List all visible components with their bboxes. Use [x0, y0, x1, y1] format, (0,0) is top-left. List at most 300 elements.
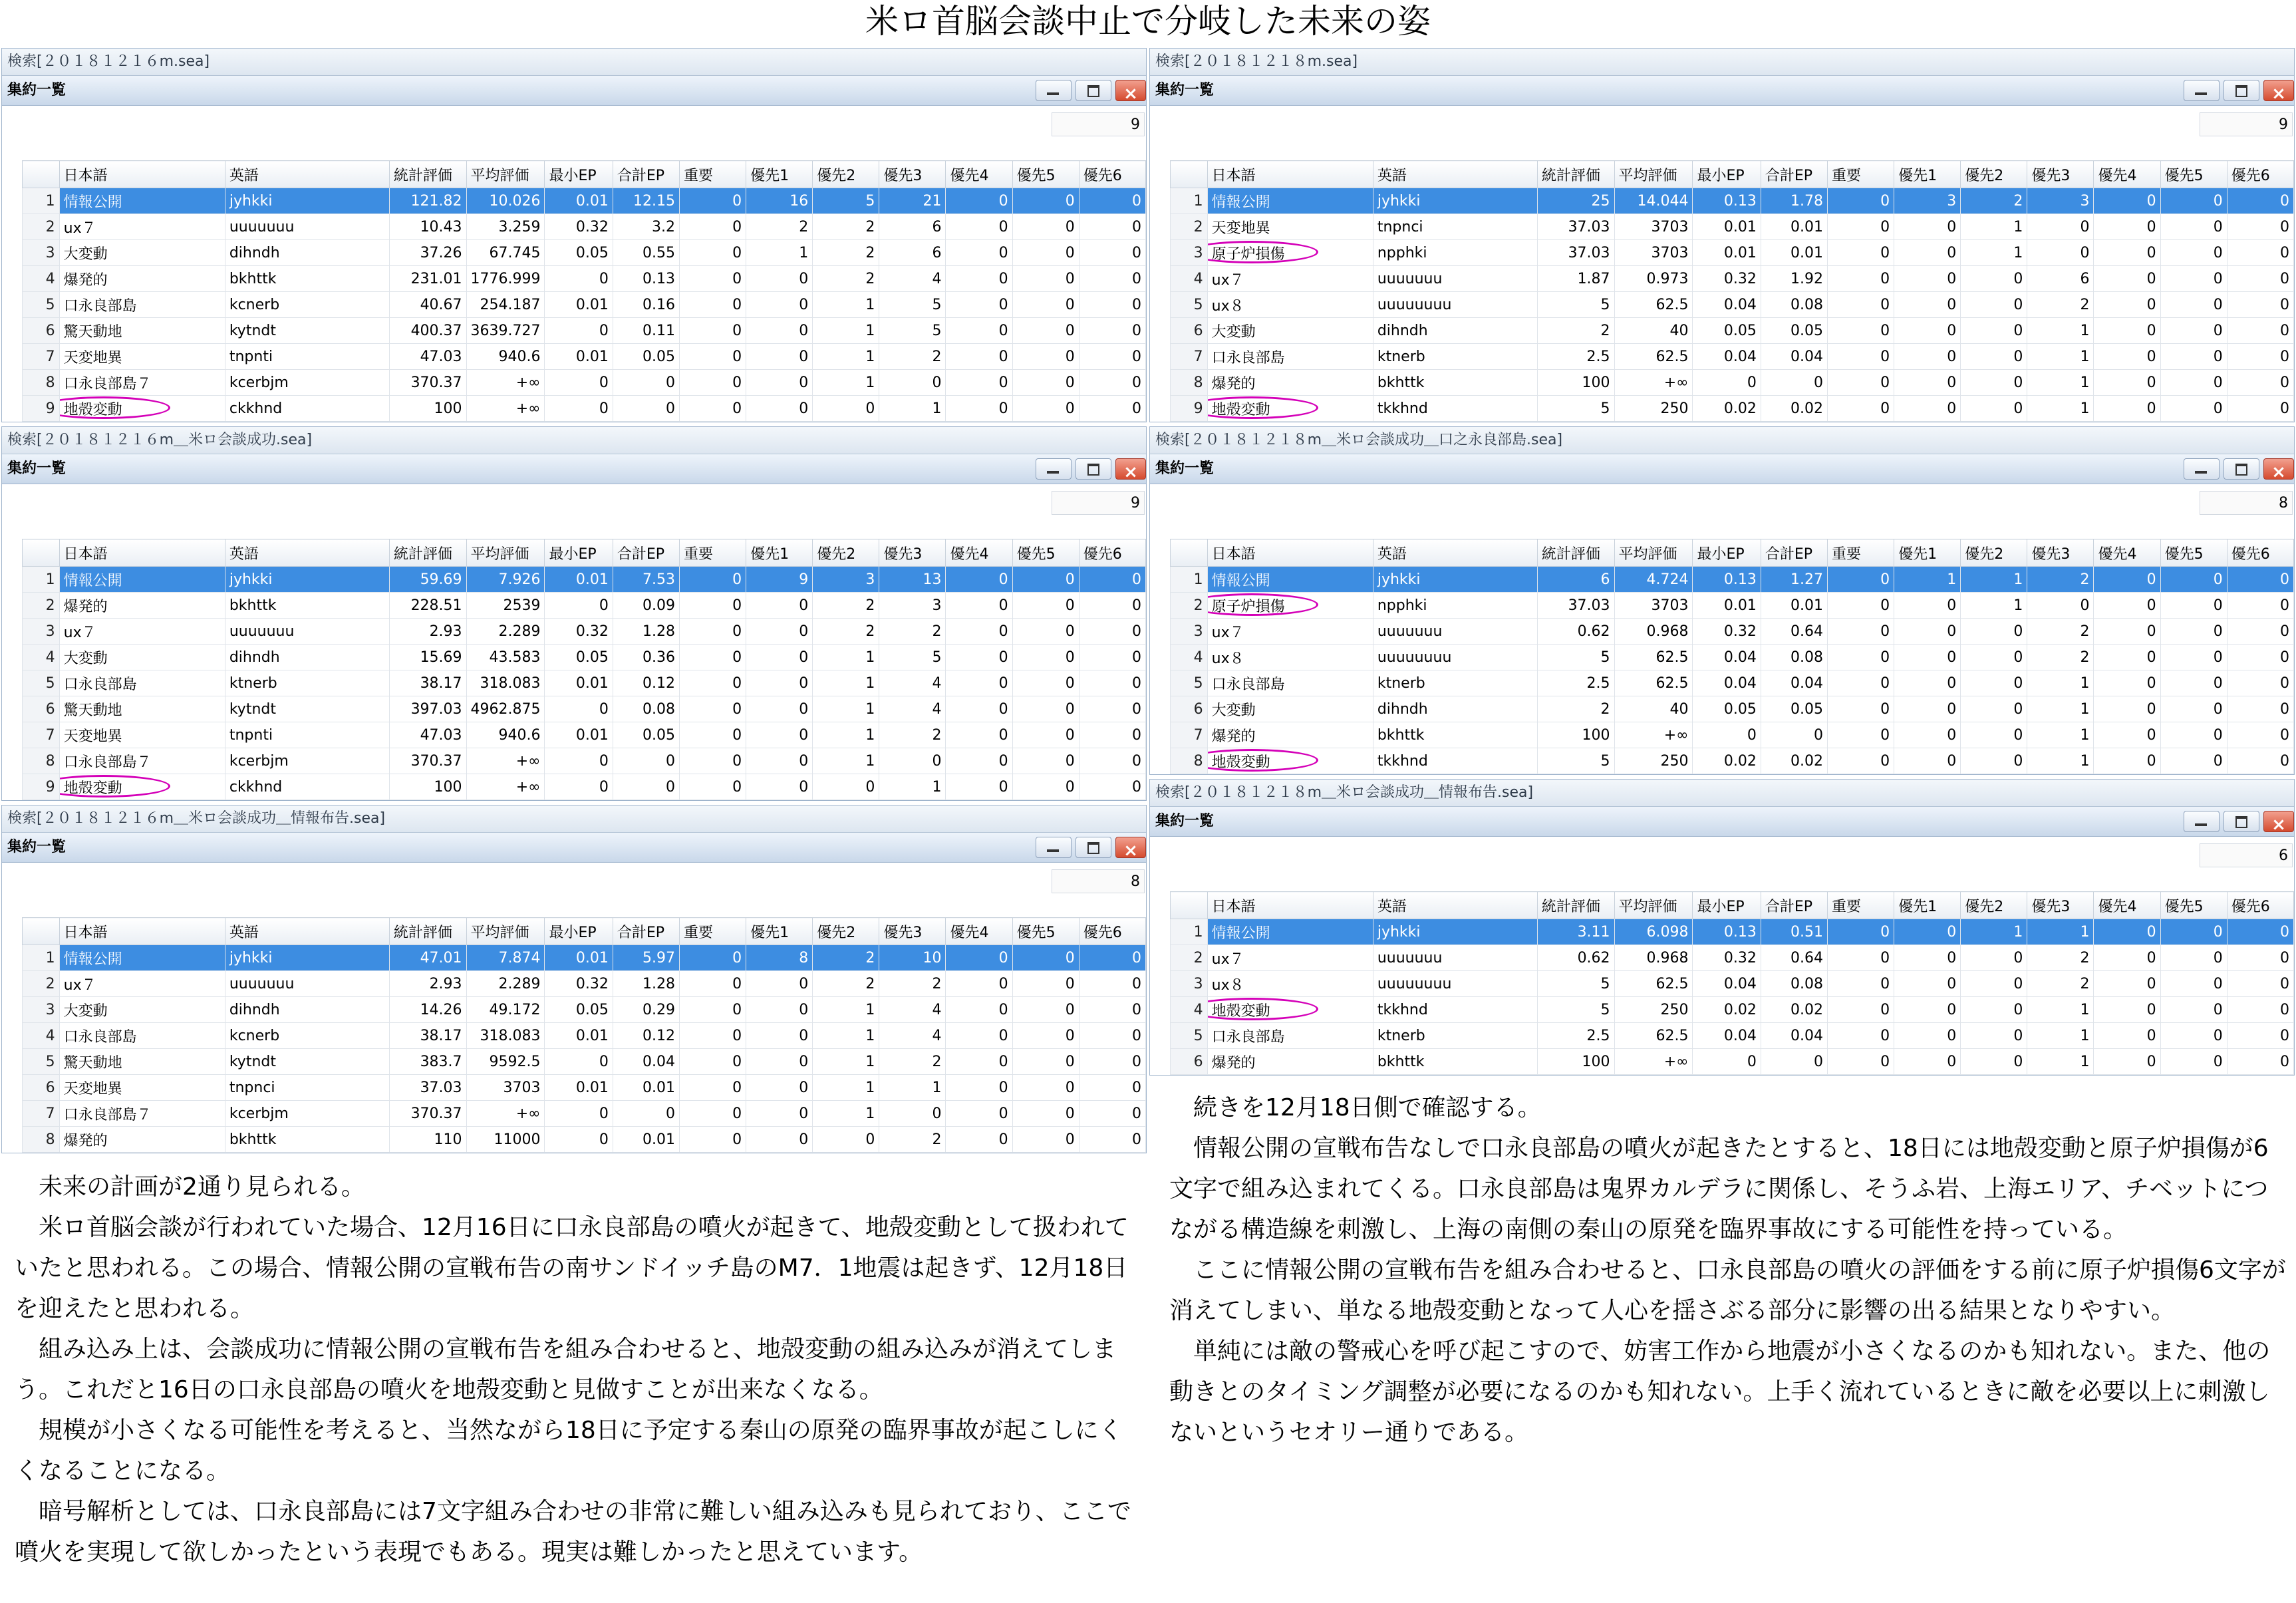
table-row[interactable] — [1171, 971, 2294, 997]
term-japanese: 原子炉損傷 — [1207, 593, 1373, 619]
value-cell: 0.32 — [1693, 619, 1761, 645]
column-header[interactable]: 優先6 — [1079, 918, 1145, 945]
column-header[interactable]: 英語 — [1373, 161, 1537, 188]
value-cell: 0 — [679, 1075, 746, 1101]
value-cell: 0.01 — [1693, 593, 1761, 619]
table-row[interactable] — [23, 696, 1146, 722]
value-cell: 0 — [1079, 240, 1145, 266]
value-cell: 0.02 — [1693, 396, 1761, 422]
row-index: 4 — [23, 645, 60, 670]
value-cell: 0 — [679, 670, 746, 696]
value-cell: 0.05 — [613, 722, 679, 748]
value-cell: 2 — [2027, 292, 2094, 318]
column-header[interactable]: 優先1 — [1894, 892, 1961, 919]
results-table — [22, 917, 1146, 1153]
minimize-button[interactable] — [2184, 811, 2220, 832]
column-header[interactable]: 優先4 — [946, 918, 1012, 945]
value-cell: 0 — [1761, 370, 1827, 396]
column-header[interactable]: 優先2 — [813, 161, 879, 188]
term-japanese: 口永良部島７ — [59, 748, 225, 774]
table-row[interactable] — [23, 971, 1146, 997]
column-header[interactable]: 優先2 — [813, 539, 879, 567]
table-row[interactable] — [1171, 567, 2294, 593]
column-header[interactable]: 優先4 — [2094, 892, 2160, 919]
column-header[interactable]: 優先3 — [2027, 539, 2094, 567]
close-button[interactable] — [1115, 80, 1146, 104]
column-header[interactable]: 統計評価 — [1537, 892, 1614, 919]
column-header[interactable]: 重要 — [1827, 892, 1894, 919]
value-cell: 0.973 — [1614, 266, 1693, 292]
value-cell: 0.32 — [545, 971, 613, 997]
table-row[interactable] — [23, 645, 1146, 670]
table-row[interactable] — [1171, 214, 2294, 240]
value-cell: 0 — [545, 748, 613, 774]
table-row[interactable] — [23, 1075, 1146, 1101]
term-english: tnpnti — [225, 344, 389, 370]
column-header[interactable]: 合計EP — [613, 539, 679, 567]
table-row[interactable] — [1171, 670, 2294, 696]
value-cell: 1 — [813, 696, 879, 722]
value-cell: 0.55 — [613, 240, 679, 266]
table-row[interactable] — [23, 774, 1146, 800]
value-cell: 0.01 — [545, 722, 613, 748]
column-header[interactable]: 英語 — [1373, 539, 1537, 567]
note-paragraph: 情報公開の宣戦布告なしで口永良部島の噴火が起きたとすると、18日には地殻変動と原子炉損傷が6文字で組み込まれてくる。口永良部島は鬼界カルデラに関係し、そうふ岩、上海エリア、チベットにつながる構造線を刺激し、上海の南側の秦山の原発を臨界事故にする可能性を持っている。 — [1169, 1135, 2269, 1243]
table-row[interactable] — [23, 945, 1146, 971]
term-japanese: ux７ — [59, 214, 225, 240]
term-english: ckkhnd — [225, 774, 389, 800]
column-header[interactable]: 合計EP — [613, 918, 679, 945]
table-row[interactable] — [23, 344, 1146, 370]
value-cell: 0 — [1894, 240, 1961, 266]
value-cell: 1.92 — [1761, 266, 1827, 292]
column-header[interactable]: 優先6 — [2227, 161, 2293, 188]
table-row[interactable] — [1171, 292, 2294, 318]
value-cell: 940.6 — [466, 344, 545, 370]
value-cell: 0.01 — [1693, 214, 1761, 240]
column-header[interactable]: 優先2 — [1961, 161, 2027, 188]
table-row[interactable] — [23, 370, 1146, 396]
column-header[interactable]: 優先1 — [746, 161, 813, 188]
value-cell: 0 — [545, 370, 613, 396]
column-header[interactable]: 最小EP — [545, 161, 613, 188]
value-cell: 0 — [1012, 619, 1079, 645]
table-row[interactable] — [1171, 1023, 2294, 1049]
table-row[interactable] — [23, 396, 1146, 422]
term-japanese: 爆発的 — [59, 1127, 225, 1153]
value-cell: 2 — [1961, 188, 2027, 214]
column-header[interactable]: 日本語 — [1207, 892, 1373, 919]
column-header[interactable]: 最小EP — [1693, 539, 1761, 567]
column-header[interactable]: 重要 — [679, 918, 746, 945]
table-row[interactable] — [1171, 1049, 2294, 1075]
value-cell: 2 — [746, 214, 813, 240]
maximize-button[interactable] — [1076, 80, 1111, 101]
column-header[interactable]: 優先2 — [813, 918, 879, 945]
value-cell: 0 — [2160, 670, 2227, 696]
table-row[interactable] — [23, 1049, 1146, 1075]
value-cell: 0 — [1079, 370, 1145, 396]
term-english: dihndh — [225, 997, 389, 1023]
column-header[interactable]: 平均評価 — [1614, 892, 1693, 919]
table-row[interactable] — [1171, 696, 2294, 722]
value-cell: 1 — [813, 318, 879, 344]
column-header[interactable]: 優先5 — [1012, 161, 1079, 188]
term-japanese: 情報公開 — [1207, 919, 1373, 945]
column-header[interactable]: 優先5 — [1012, 539, 1079, 567]
table-row[interactable] — [1171, 722, 2294, 748]
column-header[interactable]: 平均評価 — [466, 918, 545, 945]
value-cell: 0 — [1079, 214, 1145, 240]
maximize-icon — [1087, 464, 1099, 476]
value-cell: 1 — [813, 722, 879, 748]
term-english: npphki — [1373, 240, 1537, 266]
value-cell: 318.083 — [466, 1023, 545, 1049]
value-cell: 3 — [2027, 188, 2094, 214]
value-cell: 0 — [679, 292, 746, 318]
table-row[interactable] — [1171, 919, 2294, 945]
value-cell: 0 — [746, 670, 813, 696]
table-row[interactable] — [1171, 370, 2294, 396]
value-cell: 0.02 — [1761, 997, 1827, 1023]
table-row[interactable] — [1171, 645, 2294, 670]
table-row[interactable] — [23, 240, 1146, 266]
value-cell: 0.62 — [1537, 945, 1614, 971]
value-cell: 0 — [2160, 645, 2227, 670]
value-cell: 0.01 — [545, 945, 613, 971]
column-header[interactable]: 統計評価 — [389, 161, 466, 188]
value-cell: 0 — [746, 1049, 813, 1075]
table-row[interactable] — [23, 318, 1146, 344]
value-cell: 0 — [2094, 292, 2160, 318]
term-english: bkhttk — [225, 266, 389, 292]
column-header[interactable]: 重要 — [1827, 539, 1894, 567]
value-cell: 250 — [1614, 396, 1693, 422]
value-cell: 0.01 — [1761, 214, 1827, 240]
value-cell: 0 — [946, 971, 1012, 997]
column-header[interactable]: 日本語 — [1207, 539, 1373, 567]
term-english: tkkhnd — [1373, 997, 1537, 1023]
row-index: 9 — [23, 396, 60, 422]
term-english: jyhkki — [225, 188, 389, 214]
table-row[interactable] — [23, 722, 1146, 748]
term-english: jyhkki — [225, 567, 389, 593]
column-header[interactable]: 優先6 — [1079, 161, 1145, 188]
value-cell: +∞ — [1614, 370, 1693, 396]
column-header[interactable]: 英語 — [225, 161, 389, 188]
minimize-button[interactable] — [1036, 80, 1072, 101]
value-cell: 0 — [1827, 619, 1894, 645]
column-header[interactable]: 統計評価 — [1537, 539, 1614, 567]
value-cell: 2 — [879, 619, 946, 645]
value-cell: 250 — [1614, 748, 1693, 774]
value-cell: 0 — [679, 619, 746, 645]
value-cell: 0 — [2160, 370, 2227, 396]
value-cell: 0 — [1012, 670, 1079, 696]
column-header[interactable]: 優先4 — [946, 161, 1012, 188]
left-column — [1, 48, 1147, 1572]
value-cell: 0 — [746, 1075, 813, 1101]
note-paragraph: 米ロ首脳会談が行われていた場合、12月16日に口永良部島の噴火が起きて、地殻変動として扱われていたと思われる。この場合、情報公開の宣戦布告の南サンドイッチ島のM7．1地震は起きず、12月18日を迎えたと思われる。 — [15, 1214, 1129, 1322]
value-cell: 1 — [2027, 696, 2094, 722]
value-cell: 0 — [1079, 722, 1145, 748]
window-controls — [2184, 458, 2294, 480]
table-row[interactable] — [1171, 344, 2294, 370]
maximize-button[interactable] — [2224, 80, 2259, 101]
column-header[interactable]: 優先5 — [2160, 161, 2227, 188]
table-row[interactable] — [1171, 997, 2294, 1023]
column-header[interactable]: 日本語 — [1207, 161, 1373, 188]
table-row[interactable] — [23, 1101, 1146, 1127]
minimize-button[interactable] — [1036, 837, 1072, 858]
table-row[interactable] — [23, 188, 1146, 214]
column-header[interactable]: 優先6 — [1079, 539, 1145, 567]
maximize-button[interactable] — [2224, 811, 2259, 832]
table-row[interactable] — [23, 1127, 1146, 1153]
result-window — [1149, 48, 2295, 422]
value-cell: 0.13 — [613, 266, 679, 292]
minimize-button[interactable] — [1036, 458, 1072, 480]
table-row[interactable] — [23, 748, 1146, 774]
table-row[interactable] — [1171, 396, 2294, 422]
table-row[interactable] — [1171, 318, 2294, 344]
table-row[interactable] — [1171, 188, 2294, 214]
value-cell: 0 — [2094, 318, 2160, 344]
column-header[interactable]: 優先5 — [1012, 918, 1079, 945]
column-header[interactable]: 平均評価 — [1614, 539, 1693, 567]
column-header[interactable]: 最小EP — [545, 539, 613, 567]
column-header[interactable]: 合計EP — [1761, 892, 1827, 919]
value-cell: 0.02 — [1693, 997, 1761, 1023]
value-cell: 37.26 — [389, 240, 466, 266]
table-row[interactable] — [1171, 619, 2294, 645]
table-row[interactable] — [23, 292, 1146, 318]
row-index: 1 — [23, 945, 60, 971]
column-header[interactable]: 合計EP — [1761, 161, 1827, 188]
row-index: 4 — [1171, 266, 1208, 292]
value-cell: 0 — [679, 266, 746, 292]
value-cell: 49.172 — [466, 997, 545, 1023]
results-table — [1170, 539, 2294, 774]
column-header[interactable]: 日本語 — [59, 918, 225, 945]
term-japanese: 口永良部島 — [1207, 670, 1373, 696]
term-english: ktnerb — [1373, 344, 1537, 370]
results-table — [1170, 891, 2294, 1075]
table-row[interactable] — [23, 670, 1146, 696]
value-cell: 0 — [2160, 188, 2227, 214]
column-header[interactable]: 優先1 — [746, 918, 813, 945]
column-header[interactable]: 優先3 — [879, 918, 946, 945]
column-header[interactable]: 最小EP — [545, 918, 613, 945]
value-cell: 14.26 — [389, 997, 466, 1023]
minimize-button[interactable] — [2184, 80, 2220, 101]
count-row — [2, 106, 1146, 160]
term-english: bkhttk — [1373, 1049, 1537, 1075]
value-cell: 3639.727 — [466, 318, 545, 344]
column-header[interactable]: 優先1 — [1894, 539, 1961, 567]
maximize-button[interactable] — [1076, 458, 1111, 480]
value-cell: 0.01 — [545, 670, 613, 696]
term-english: npphki — [1373, 593, 1537, 619]
column-header[interactable]: 優先4 — [2094, 161, 2160, 188]
value-cell: 100 — [1537, 370, 1614, 396]
term-english: jyhkki — [1373, 919, 1537, 945]
column-header[interactable]: 日本語 — [59, 539, 225, 567]
term-japanese: 情報公開 — [59, 188, 225, 214]
value-cell: 0 — [2227, 214, 2293, 240]
row-index: 7 — [23, 344, 60, 370]
column-header[interactable]: 優先4 — [946, 539, 1012, 567]
term-japanese: 爆発的 — [59, 593, 225, 619]
value-cell: 0.04 — [1693, 1023, 1761, 1049]
value-cell: 0 — [1079, 567, 1145, 593]
panel-title-text: 集約一覧 — [1155, 82, 1215, 98]
value-cell: 0 — [946, 1075, 1012, 1101]
column-header[interactable]: 重要 — [679, 161, 746, 188]
column-header[interactable]: 重要 — [1827, 161, 1894, 188]
column-header[interactable]: 優先3 — [2027, 161, 2094, 188]
value-cell: 0.32 — [1693, 266, 1761, 292]
column-header[interactable]: 英語 — [1373, 892, 1537, 919]
value-cell: 0 — [746, 344, 813, 370]
value-cell: 0.968 — [1614, 619, 1693, 645]
value-cell: 0.04 — [1761, 1023, 1827, 1049]
column-header[interactable]: 英語 — [225, 918, 389, 945]
row-index: 6 — [1171, 696, 1208, 722]
close-button[interactable] — [2263, 458, 2294, 480]
value-cell: 21 — [879, 188, 946, 214]
table-row[interactable] — [1171, 240, 2294, 266]
close-button[interactable] — [1115, 458, 1146, 480]
column-header[interactable]: 重要 — [679, 539, 746, 567]
value-cell: 0 — [2227, 645, 2293, 670]
term-english: tnpnci — [1373, 214, 1537, 240]
value-cell: 1 — [2027, 1049, 2094, 1075]
close-button[interactable] — [1115, 837, 1146, 861]
term-english: tkkhnd — [1373, 748, 1537, 774]
column-header[interactable]: 優先2 — [1961, 539, 2027, 567]
term-english: ktnerb — [1373, 670, 1537, 696]
term-japanese: 地殻変動 — [1207, 396, 1373, 422]
value-cell: 62.5 — [1614, 670, 1693, 696]
column-header[interactable]: 優先1 — [1894, 161, 1961, 188]
value-cell: 121.82 — [389, 188, 466, 214]
value-cell: 40 — [1614, 696, 1693, 722]
table-row[interactable] — [23, 1023, 1146, 1049]
value-cell: 37.03 — [1537, 214, 1614, 240]
table-row[interactable] — [1171, 945, 2294, 971]
maximize-button[interactable] — [1076, 837, 1111, 858]
table-row[interactable] — [23, 214, 1146, 240]
value-cell: 0 — [879, 748, 946, 774]
minimize-button[interactable] — [2184, 458, 2220, 480]
panel-title-bar — [2, 833, 1146, 863]
column-header[interactable]: 平均評価 — [1614, 161, 1693, 188]
term-japanese: 情報公開 — [1207, 188, 1373, 214]
column-header[interactable]: 優先2 — [1961, 892, 2027, 919]
column-header[interactable]: 統計評価 — [1537, 161, 1614, 188]
column-header[interactable]: 平均評価 — [466, 539, 545, 567]
column-header[interactable]: 最小EP — [1693, 892, 1761, 919]
column-header[interactable]: 統計評価 — [389, 539, 466, 567]
table-row[interactable] — [23, 997, 1146, 1023]
close-button[interactable] — [2263, 80, 2294, 104]
value-cell: 7.926 — [466, 567, 545, 593]
row-index: 8 — [23, 748, 60, 774]
close-button[interactable] — [2263, 811, 2294, 835]
value-cell: 1 — [813, 645, 879, 670]
value-cell: 0 — [2227, 370, 2293, 396]
value-cell: 0 — [1079, 1075, 1145, 1101]
table-row[interactable] — [1171, 748, 2294, 774]
value-cell: 0 — [2227, 670, 2293, 696]
column-header[interactable]: 合計EP — [613, 161, 679, 188]
column-header[interactable]: 統計評価 — [389, 918, 466, 945]
column-header[interactable]: 英語 — [225, 539, 389, 567]
value-cell: 0 — [2160, 722, 2227, 748]
maximize-button[interactable] — [2224, 458, 2259, 480]
column-header[interactable]: 優先5 — [2160, 892, 2227, 919]
value-cell: 0 — [2094, 240, 2160, 266]
value-cell: 0 — [2160, 748, 2227, 774]
count-row — [1150, 106, 2294, 160]
value-cell: 0 — [1894, 292, 1961, 318]
column-header[interactable]: 優先3 — [879, 161, 946, 188]
column-header[interactable]: 優先4 — [2094, 539, 2160, 567]
table-row[interactable] — [1171, 593, 2294, 619]
column-header[interactable]: 日本語 — [59, 161, 225, 188]
column-header[interactable]: 合計EP — [1761, 539, 1827, 567]
column-header[interactable]: 平均評価 — [466, 161, 545, 188]
table-row[interactable] — [23, 619, 1146, 645]
window-controls — [2184, 80, 2294, 104]
value-cell: 0 — [2094, 344, 2160, 370]
value-cell: 1 — [2027, 722, 2094, 748]
value-cell: 1 — [746, 240, 813, 266]
value-cell: 15.69 — [389, 645, 466, 670]
page-title: 米ロ首脳会談中止で分岐した未来の姿 — [865, 2, 1431, 41]
term-japanese: ux７ — [1207, 266, 1373, 292]
highlight-circle — [1207, 241, 1318, 263]
value-cell: 0 — [613, 748, 679, 774]
table-row[interactable] — [23, 567, 1146, 593]
panel-title-bar — [1150, 76, 2294, 106]
table-row[interactable] — [23, 593, 1146, 619]
column-header[interactable]: 優先5 — [2160, 539, 2227, 567]
value-cell: 0 — [946, 240, 1012, 266]
table-row[interactable] — [23, 266, 1146, 292]
table-row[interactable] — [1171, 266, 2294, 292]
panel-title-text: 集約一覧 — [1155, 813, 1215, 829]
note-paragraph: 組み込み上は、会談成功に情報公開の宣戦布告を組み合わせると、地殻変動の組み込みが消えてしまう。これだと16日の口永良部島の噴火を地殻変動と見做すことが出来なくなる。 — [15, 1336, 1117, 1403]
term-english: jyhkki — [1373, 188, 1537, 214]
value-cell: 3703 — [466, 1075, 545, 1101]
row-index: 4 — [1171, 997, 1208, 1023]
value-cell: 59.69 — [389, 567, 466, 593]
row-index: 7 — [1171, 344, 1208, 370]
value-cell: 0.05 — [1693, 318, 1761, 344]
column-header[interactable]: 最小EP — [1693, 161, 1761, 188]
value-cell: 3.2 — [613, 214, 679, 240]
value-cell: 370.37 — [389, 1101, 466, 1127]
column-header[interactable]: 優先3 — [2027, 892, 2094, 919]
value-cell: 6 — [879, 240, 946, 266]
column-header[interactable]: 優先3 — [879, 539, 946, 567]
value-cell: 14.044 — [1614, 188, 1693, 214]
column-header[interactable]: 優先6 — [2227, 892, 2293, 919]
column-header[interactable]: 優先6 — [2227, 539, 2293, 567]
column-header[interactable]: 優先1 — [746, 539, 813, 567]
